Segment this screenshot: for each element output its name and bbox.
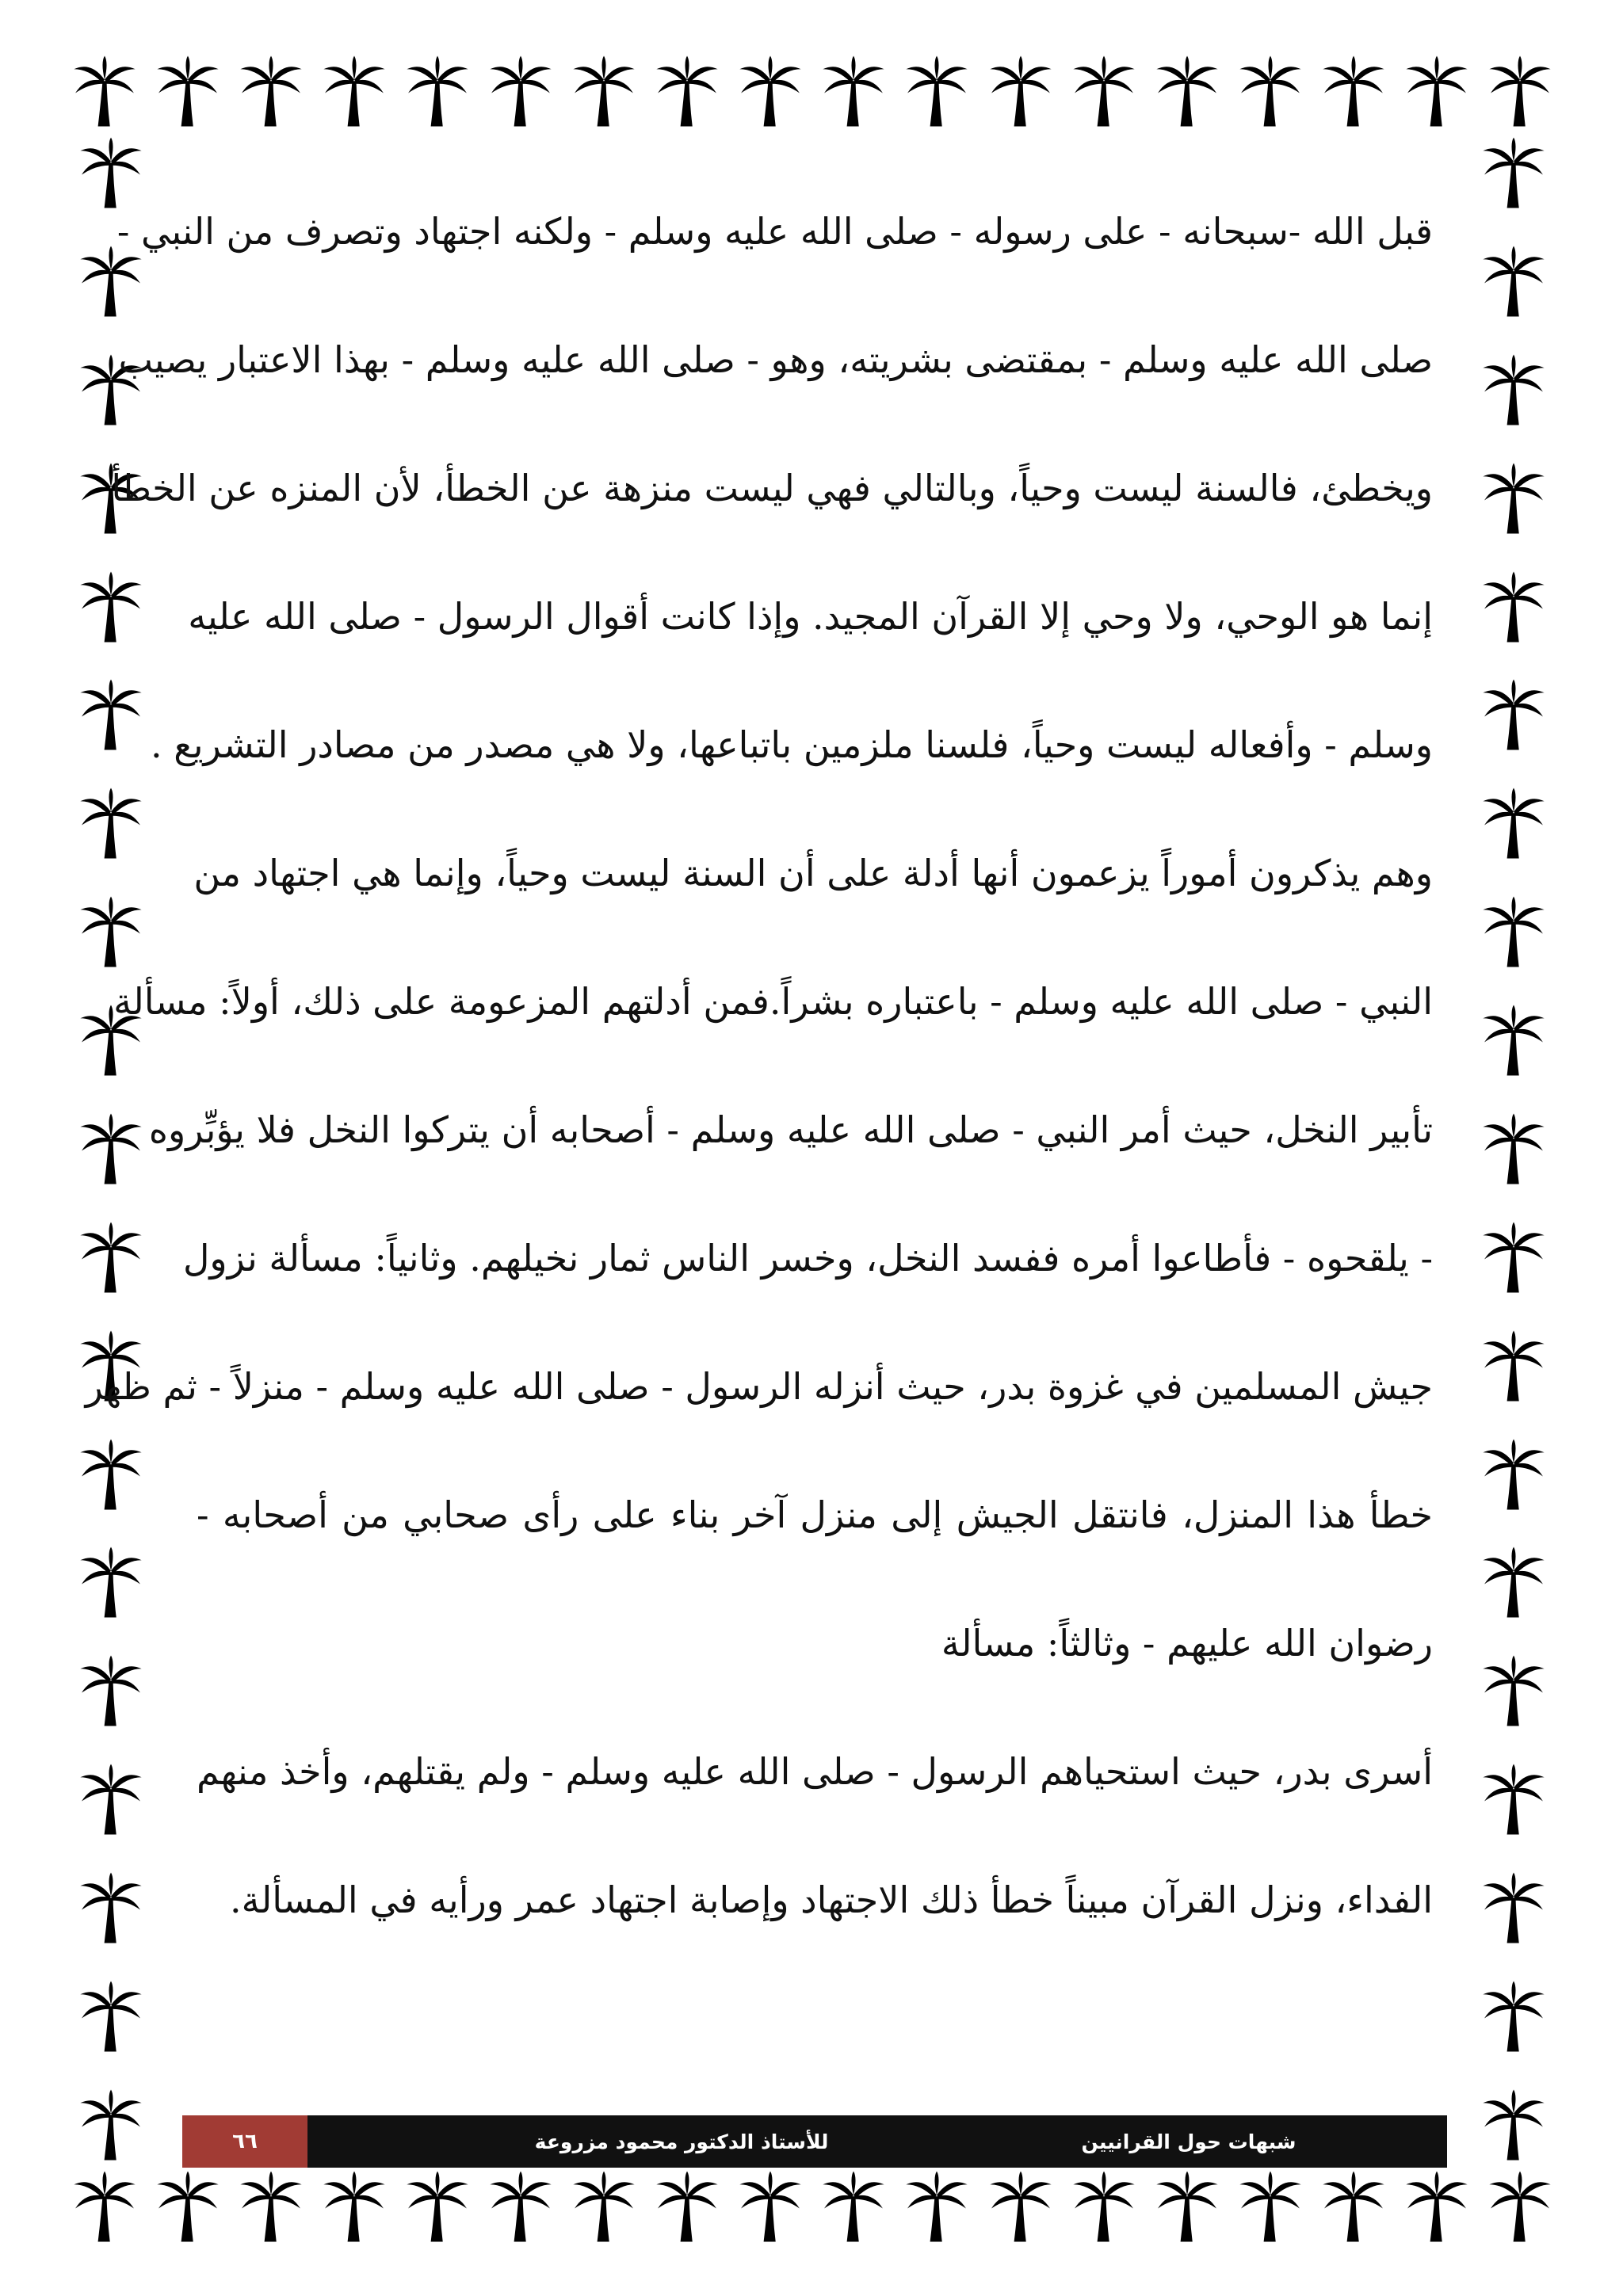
palm-tree-icon <box>78 2087 144 2163</box>
text-line: رضوان الله عليهم - وثالثاً: مسألة <box>941 1622 1433 1665</box>
palm-tree-icon <box>78 569 144 645</box>
palm-tree-icon <box>1071 2168 1137 2245</box>
palm-tree-icon <box>78 785 144 861</box>
palm-tree-icon <box>1480 135 1547 211</box>
text-line: قبل الله -سبحانه - على رسوله - صلى الله عليه وسلم - ولكنه اجتهاد وتصرف من النبي - <box>116 210 1433 253</box>
palm-tree-icon <box>903 2168 970 2245</box>
palm-tree-icon <box>1154 53 1220 129</box>
palm-tree-icon <box>1480 894 1547 970</box>
palm-tree-icon <box>78 1761 144 1837</box>
palm-tree-icon <box>487 53 554 129</box>
palm-tree-icon <box>487 2168 554 2245</box>
text-line: الفداء، ونزل القرآن مبيناً خطأ ذلك الاجتهاد وإصابة اجتهاد عمر ورأيه في المسألة. <box>229 1878 1433 1921</box>
palm-tree-icon <box>1480 677 1547 753</box>
palm-tree-icon <box>78 1111 144 1187</box>
palm-tree-icon <box>1480 1219 1547 1295</box>
palm-tree-icon <box>1154 2168 1220 2245</box>
palm-tree-icon <box>78 1436 144 1512</box>
palm-tree-icon <box>1403 2168 1470 2245</box>
palm-tree-icon <box>1480 1870 1547 1946</box>
palm-tree-icon <box>987 53 1054 129</box>
palm-tree-icon <box>71 2168 138 2245</box>
palm-tree-icon <box>78 1544 144 1620</box>
palm-tree-icon <box>1480 1544 1547 1620</box>
palm-tree-icon <box>903 53 970 129</box>
palm-tree-icon <box>155 53 221 129</box>
palm-tree-icon <box>78 1653 144 1729</box>
palm-tree-icon <box>404 2168 471 2245</box>
text-line: خطأ هذا المنزل، فانتقل الجيش إلى منزل آخر بناء على رأى صحابي من أصحابه - <box>197 1493 1433 1536</box>
palm-tree-icon <box>820 2168 887 2245</box>
palm-tree-icon <box>1480 1328 1547 1404</box>
palm-tree-icon <box>654 53 720 129</box>
text-line: وهم يذكرون أموراً يزعمون أنها أدلة على أن السنة ليست وحياً، وإنما هي اجتهاد من <box>193 852 1433 894</box>
palm-border-top <box>71 48 1553 135</box>
palm-tree-icon <box>1480 2087 1547 2163</box>
palm-tree-icon <box>1487 53 1553 129</box>
body-text <box>85 190 1433 1987</box>
palm-tree-icon <box>987 2168 1054 2245</box>
text-line: صلى الله عليه وسلم - بمقتضى بشريته، وهو - صلى الله عليه وسلم - بهذا الاعتبار يصيب <box>118 338 1433 381</box>
palm-tree-icon <box>1480 352 1547 428</box>
palm-tree-icon <box>1480 785 1547 861</box>
text-line: أسرى بدر، حيث استحياهم الرسول - صلى الله عليه وسلم - ولم يقتلهم، وأخذ منهم <box>197 1750 1433 1793</box>
text-line: وسلم - وأفعاله ليست وحياً، فلسنا ملزمين باتباعها، ولا هي مصدر من مصادر التشريع . <box>150 723 1433 766</box>
page-number: ٦٦ <box>182 2115 307 2168</box>
palm-tree-icon <box>1480 1111 1547 1187</box>
palm-tree-icon <box>1403 53 1470 129</box>
palm-tree-icon <box>238 53 304 129</box>
palm-tree-icon <box>737 2168 804 2245</box>
palm-tree-icon <box>1071 53 1137 129</box>
palm-tree-icon <box>71 53 138 129</box>
palm-tree-icon <box>1480 1653 1547 1729</box>
palm-border-right <box>1474 135 1553 2163</box>
palm-tree-icon <box>1320 2168 1387 2245</box>
footer-book-title: شبهات حول القرانيين <box>1081 2130 1296 2153</box>
palm-tree-icon <box>1480 243 1547 319</box>
palm-tree-icon <box>1480 460 1547 536</box>
palm-tree-icon <box>1480 1978 1547 2054</box>
palm-tree-icon <box>1480 1761 1547 1837</box>
text-line: ويخطئ، فالسنة ليست وحياً، وبالتالي فهي ليست منزهة عن الخطأ، لأن المنزه عن الخطأ <box>111 467 1433 509</box>
palm-tree-icon <box>78 1219 144 1295</box>
palm-tree-icon <box>155 2168 221 2245</box>
palm-tree-icon <box>737 53 804 129</box>
palm-tree-icon <box>820 53 887 129</box>
palm-tree-icon <box>654 2168 720 2245</box>
palm-tree-icon <box>1320 53 1387 129</box>
text-line: النبي - صلى الله عليه وسلم - باعتباره بشراً.فمن أدلتهم المزعومة على ذلك، أولاً: مسألة <box>113 980 1433 1023</box>
palm-tree-icon <box>321 2168 388 2245</box>
palm-tree-icon <box>1237 2168 1304 2245</box>
palm-tree-icon <box>238 2168 304 2245</box>
text-line: - يلقحوه - فأطاعوا أمره ففسد النخل، وخسر الناس ثمار نخيلهم. وثانياً: مسألة نزول <box>182 1237 1433 1280</box>
palm-tree-icon <box>78 894 144 970</box>
palm-tree-icon <box>571 2168 637 2245</box>
text-line: تأبير النخل، حيث أمر النبي - صلى الله عليه وسلم - أصحابه أن يتركوا النخل فلا يؤبِّروه <box>148 1108 1433 1151</box>
palm-tree-icon <box>404 53 471 129</box>
palm-tree-icon <box>1480 1002 1547 1078</box>
footer-author: للأستاذ الدكتور محمود مزروعة <box>534 2130 829 2153</box>
palm-tree-icon <box>78 1978 144 2054</box>
footer-bar <box>182 2115 1447 2168</box>
palm-tree-icon <box>1237 53 1304 129</box>
palm-tree-icon <box>1480 569 1547 645</box>
palm-tree-icon <box>571 53 637 129</box>
palm-tree-icon <box>321 53 388 129</box>
palm-tree-icon <box>1487 2168 1553 2245</box>
palm-tree-icon <box>1480 1436 1547 1512</box>
palm-border-bottom <box>71 2163 1553 2250</box>
palm-tree-icon <box>78 677 144 753</box>
text-line: جيش المسلمين في غزوة بدر، حيث أنزله الرسول - صلى الله عليه وسلم - منزلاً - ثم ظهر <box>85 1365 1433 1408</box>
text-line: إنما هو الوحي، ولا وحي إلا القرآن المجيد. وإذا كانت أقوال الرسول - صلى الله عليه <box>188 595 1433 638</box>
palm-border-left <box>71 135 151 2163</box>
palm-tree-icon <box>78 1870 144 1946</box>
